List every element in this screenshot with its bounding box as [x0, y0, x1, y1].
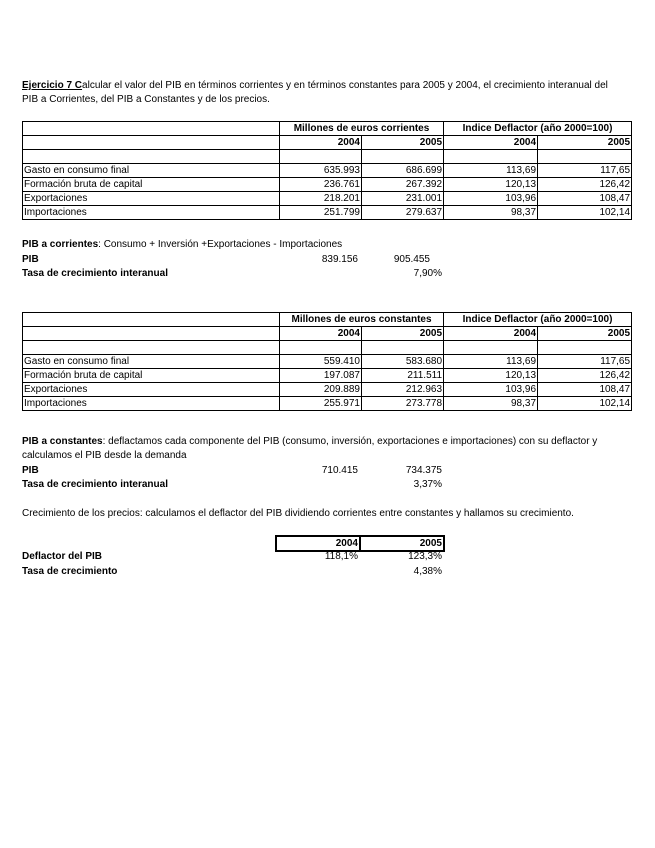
constantes-definition — [22, 435, 622, 463]
row-label: Exportaciones — [23, 192, 280, 206]
tasa-label: Tasa de crecimiento interanual — [22, 479, 168, 490]
pib-corrientes-2005: 905.455 — [393, 254, 430, 265]
year-header: 2004 — [444, 327, 538, 341]
tasa-label: Tasa de crecimiento — [22, 566, 118, 577]
tasa-label: Tasa de crecimiento interanual — [22, 268, 168, 279]
cell-value: 113,69 — [444, 355, 538, 369]
cell-value: 559.410 — [280, 355, 362, 369]
table-row — [23, 383, 632, 397]
table-row — [23, 369, 632, 383]
row-label: Gasto en consumo final — [23, 164, 280, 178]
cell-value: 211.511 — [362, 369, 444, 383]
year-header: 2004 — [280, 327, 362, 341]
cell-value: 120,13 — [444, 178, 538, 192]
cell-value: 635.993 — [280, 164, 362, 178]
table-constantes — [22, 312, 632, 411]
cell-value: 231.001 — [362, 192, 444, 206]
tasa-corrientes: 7,90% — [413, 268, 442, 279]
table-row — [23, 355, 632, 369]
corrientes-heading: PIB a corrientes — [22, 239, 99, 250]
pib-constantes-2005: 734.375 — [405, 465, 442, 476]
row-label: Importaciones — [23, 206, 280, 220]
tasa-constantes: 3,37% — [413, 479, 442, 490]
pib-corrientes-2004: 839.156 — [321, 254, 358, 265]
cell-value: 108,47 — [538, 192, 632, 206]
empty-cell — [280, 150, 362, 164]
exercise-label: Ejercicio 7 C — [22, 80, 83, 91]
cell-value: 197.087 — [280, 369, 362, 383]
cell-value: 279.637 — [362, 206, 444, 220]
cell-value: 102,14 — [538, 397, 632, 411]
empty-cell — [444, 150, 538, 164]
deflactor-2005: 123,3% — [408, 551, 442, 562]
cell-value: 212.963 — [362, 383, 444, 397]
constantes-desc: : deflactamos cada componente del PIB (consumo, inversión, exportaciones e importaciones) con su deflactor y calculamos el PIB desde la demanda — [22, 436, 598, 461]
pib-label: PIB — [22, 465, 39, 476]
group-header-deflactor: Indice Deflactor (año 2000=100) — [444, 122, 632, 136]
precios-text: Crecimiento de los precios: calculamos el deflactor del PIB dividiendo corrientes entre constantes y hallamos su crecimiento. — [22, 508, 574, 519]
year-header-empty — [23, 327, 280, 341]
cell-value: 209.889 — [280, 383, 362, 397]
exercise-statement — [22, 79, 622, 107]
group-header-constantes: Millones de euros constantes — [280, 313, 444, 327]
header-empty — [23, 122, 280, 136]
cell-value: 255.971 — [280, 397, 362, 411]
year-header: 2004 — [276, 536, 360, 551]
cell-value: 267.392 — [362, 178, 444, 192]
year-header: 2005 — [360, 536, 444, 551]
year-header: 2005 — [362, 136, 444, 150]
exercise-text: alcular el valor del PIB en términos corrientes y en términos constantes para 2005 y 2004, el crecimiento interanual del PIB a Corrientes, del PIB a Constantes y de los precios. — [22, 80, 608, 105]
cell-value: 251.799 — [280, 206, 362, 220]
table-row — [23, 397, 632, 411]
cell-value: 218.201 — [280, 192, 362, 206]
row-label: Exportaciones — [23, 383, 280, 397]
cell-value: 236.761 — [280, 178, 362, 192]
empty-cell — [444, 341, 538, 355]
empty-cell — [538, 150, 632, 164]
row-label: Importaciones — [23, 397, 280, 411]
row-label: Formación bruta de capital — [23, 369, 280, 383]
cell-value: 102,14 — [538, 206, 632, 220]
cell-value: 117,65 — [538, 164, 632, 178]
group-header-deflactor: Indice Deflactor (año 2000=100) — [444, 313, 632, 327]
cell-value: 120,13 — [444, 369, 538, 383]
year-header-empty — [23, 136, 280, 150]
table-corrientes — [22, 121, 632, 220]
constantes-heading: PIB a constantes — [22, 436, 103, 447]
table-row — [23, 178, 632, 192]
corrientes-desc: : Consumo + Inversión +Exportaciones - Importaciones — [98, 239, 343, 250]
year-header: 2004 — [280, 136, 362, 150]
deflactor-label: Deflactor del PIB — [22, 551, 103, 562]
year-header: 2005 — [538, 327, 632, 341]
empty-cell — [362, 150, 444, 164]
cell-value: 686.699 — [362, 164, 444, 178]
cell-value: 126,42 — [538, 178, 632, 192]
pib-constantes-2004: 710.415 — [321, 465, 358, 476]
table-row — [23, 206, 632, 220]
empty-cell — [538, 341, 632, 355]
cell-value: 108,47 — [538, 383, 632, 397]
cell-value: 103,96 — [444, 383, 538, 397]
row-label: Formación bruta de capital — [23, 178, 280, 192]
table-row — [23, 192, 632, 206]
empty-cell — [23, 341, 280, 355]
year-header: 2005 — [362, 327, 444, 341]
cell-value: 113,69 — [444, 164, 538, 178]
empty-cell — [362, 341, 444, 355]
cell-value: 117,65 — [538, 355, 632, 369]
tasa-precios: 4,38% — [413, 566, 442, 577]
cell-value: 583.680 — [362, 355, 444, 369]
corrientes-definition — [22, 238, 342, 252]
pib-label: PIB — [22, 254, 39, 265]
year-header: 2005 — [538, 136, 632, 150]
cell-value: 103,96 — [444, 192, 538, 206]
cell-value: 126,42 — [538, 369, 632, 383]
cell-value: 98,37 — [444, 397, 538, 411]
year-header: 2004 — [444, 136, 538, 150]
table-row — [23, 164, 632, 178]
cell-value: 98,37 — [444, 206, 538, 220]
group-header-corrientes: Millones de euros corrientes — [280, 122, 444, 136]
header-empty — [23, 313, 280, 327]
empty-cell — [23, 150, 280, 164]
row-label: Gasto en consumo final — [23, 355, 280, 369]
deflactor-2004: 118,1% — [324, 551, 358, 562]
cell-value: 273.778 — [362, 397, 444, 411]
empty-cell — [280, 341, 362, 355]
